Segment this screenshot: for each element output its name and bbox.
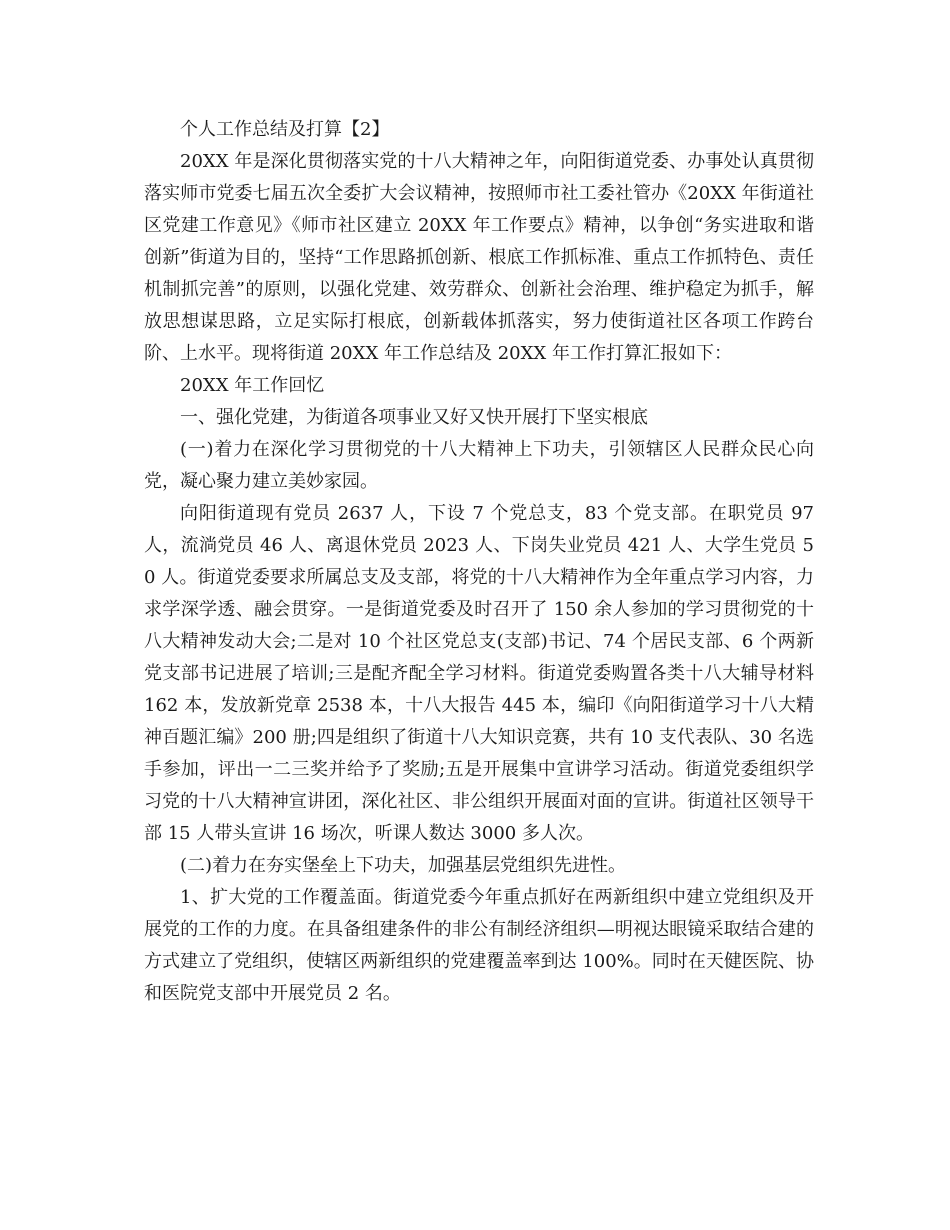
paragraph-members: 向阳街道现有党员 2637 人，下设 7 个党总支，83 个党支部。在职党员 97 人，流淌党员 46 人、离退休党员 2023 人、下岗失业党员 421 人、大学生党员 50 人。街道党委要求所属总支及支部，将党的十八大精神作为全年重点学习内容，力求学深学透、融会贯穿。一是街道党委及时召开了 150 余人参加的学习贯彻党的十八大精神发动大会;二是对 10 个社区党总支(支部)书记、74 个居民支部、6 个两新党支部书记进展了培训;三是配齐配全学习材料。街道党委购置各类十八大辅导材料 162 本，发放新党章 2538 本，十八大报告 445 本，编印《向阳街道学习十八大精神百题汇编》200 册;四是组织了街道十八大知识竞赛，共有 10 支代表队、30 名选手参加，评出一二三奖并给予了奖励;五是开展集中宣讲学习活动。街道党委组织学习党的十八大精神宣讲团，深化社区、非公组织开展面对面的宣讲。街道社区领导干部 15 人带头宣讲 16 场次，听课人数达 3000 多人次。: [144, 503, 814, 844]
document-body: [144, 114, 814, 1010]
subsection-heading-2: (二)着力在夯实堡垒上下功夫，加强基层党组织先进性。: [180, 855, 627, 876]
paragraph-coverage: 1、扩大党的工作覆盖面。街道党委今年重点抓好在两新组织中建立党组织及开展党的工作的力度。在具备组建条件的非公有制经济组织—明视达眼镜采取结合建的方式建立了党组织，使辖区两新组织的党建覆盖率到达 100%。同时在天健医院、协和医院党支部中开展党员 2 名。: [144, 887, 814, 1004]
document-title: 个人工作总结及打算【2】: [180, 119, 390, 140]
section-heading-review: 20XX 年工作回忆: [180, 375, 325, 396]
paragraph-intro: 20XX 年是深化贯彻落实党的十八大精神之年，向阳街道党委、办事处认真贯彻落实师市党委七届五次全委扩大会议精神，按照师市社工委社管办《20XX 年街道社区党建工作意见》《师市社区建立 20XX 年工作要点》精神，以争创“务实进取和谐创新”街道为目的，坚持“工作思路抓创新、根底工作抓标准、重点工作抓特色、责任机制抓完善”的原则，以强化党建、效劳群众、创新社会治理、维护稳定为抓手，解放思想谋思路，立足实际打根底，创新载体抓落实，努力使街道社区各项工作跨台阶、上水平。现将街道 20XX 年工作总结及 20XX 年工作打算汇报如下：: [144, 151, 814, 364]
subsection-heading-1: (一)着力在深化学习贯彻党的十八大精神上下功夫，引领辖区人民群众民心向党，凝心聚力建立美妙家园。: [144, 439, 814, 492]
section-heading-1: 一、强化党建，为街道各项事业又好又快开展打下坚实根底: [180, 407, 648, 428]
